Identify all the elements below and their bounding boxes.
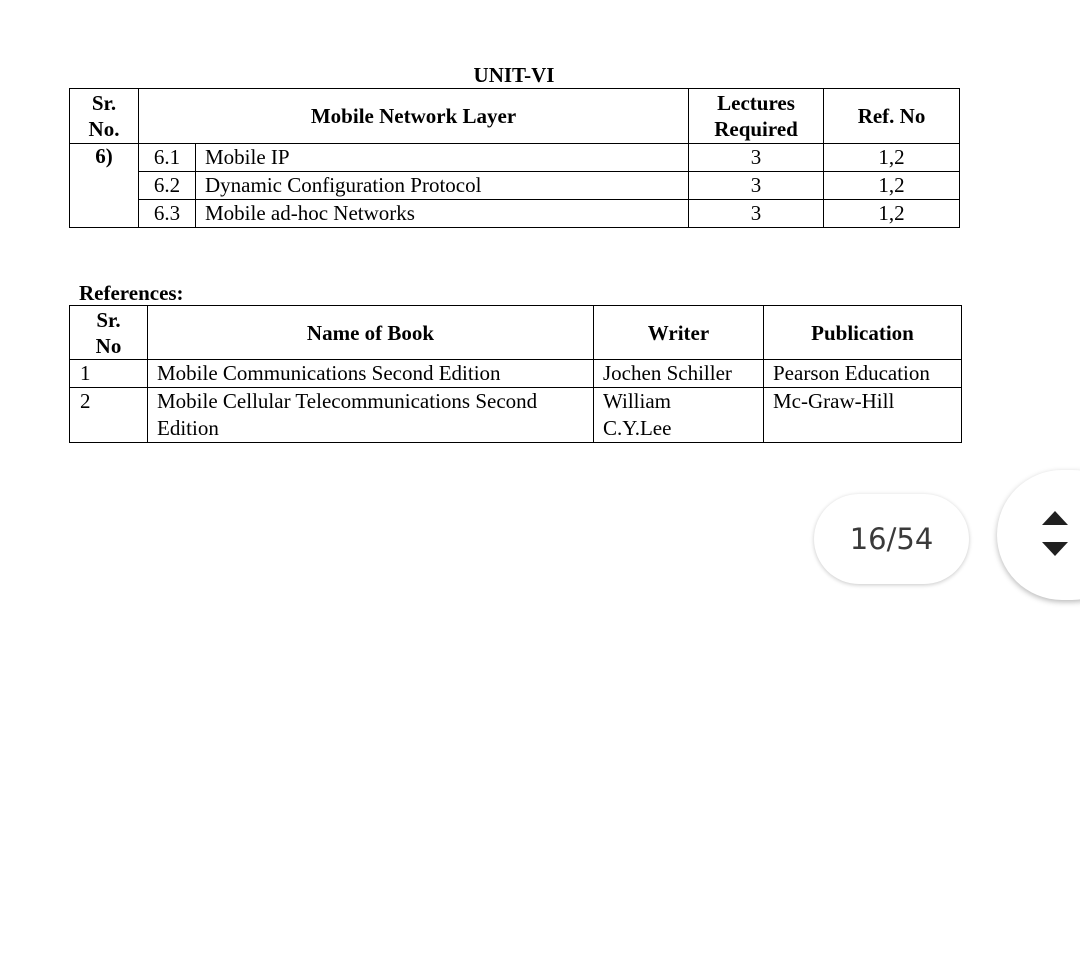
unit-title: UNIT-VI — [473, 63, 555, 87]
topic-number: 6.2 — [139, 172, 196, 200]
up-down-arrows-icon — [1040, 509, 1070, 559]
book-name: Mobile Cellular Telecommunications Second Edition — [148, 388, 594, 443]
table-row — [70, 388, 962, 443]
lectures-count: 3 — [689, 172, 824, 200]
book-name: Mobile Communications Second Edition — [148, 360, 594, 388]
topic-name: Dynamic Configuration Protocol — [196, 172, 689, 200]
topic-name: Mobile ad-hoc Networks — [196, 200, 689, 228]
table-header-row — [70, 89, 960, 144]
header-ref-no: Ref. No — [824, 89, 960, 144]
header-sr-no: Sr. No. — [70, 89, 139, 144]
topic-number: 6.3 — [139, 200, 196, 228]
header-publication: Publication — [764, 306, 962, 360]
writer-name: Jochen Schiller — [594, 360, 764, 388]
table-header-row — [70, 306, 962, 360]
page-indicator: 16/54 — [814, 494, 969, 584]
unit-syllabus-table — [69, 88, 960, 228]
publication-name: Mc-Graw-Hill — [764, 388, 962, 443]
lectures-count: 3 — [689, 200, 824, 228]
ref-number: 1,2 — [824, 200, 960, 228]
unit-number: 6) — [70, 144, 139, 228]
header-lectures: Lectures Required — [689, 89, 824, 144]
header-topic: Mobile Network Layer — [139, 89, 689, 144]
header-writer: Writer — [594, 306, 764, 360]
reference-sr: 1 — [70, 360, 148, 388]
references-table — [69, 305, 962, 443]
lectures-count: 3 — [689, 144, 824, 172]
publication-name: Pearson Education — [764, 360, 962, 388]
topic-number: 6.1 — [139, 144, 196, 172]
ref-number: 1,2 — [824, 172, 960, 200]
header-book-name: Name of Book — [148, 306, 594, 360]
reference-sr: 2 — [70, 388, 148, 443]
topic-name: Mobile IP — [196, 144, 689, 172]
writer-name: William C.Y.Lee — [594, 388, 764, 443]
references-heading: References: — [79, 281, 184, 305]
table-row — [70, 144, 960, 172]
table-row — [70, 360, 962, 388]
ref-number: 1,2 — [824, 144, 960, 172]
header-sr-no: Sr. No — [70, 306, 148, 360]
table-row — [70, 172, 960, 200]
table-row — [70, 200, 960, 228]
